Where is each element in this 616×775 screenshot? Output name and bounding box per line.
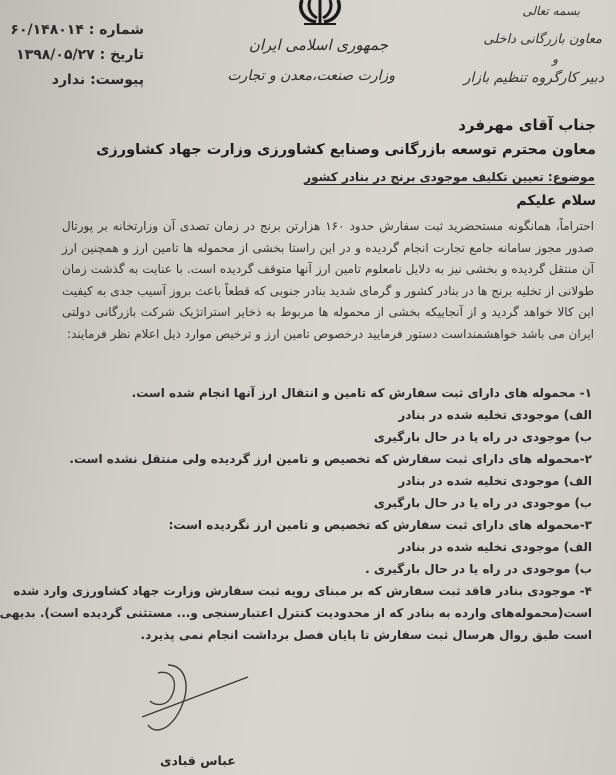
date-value: ۱۳۹۸/۰۵/۲۷ bbox=[16, 47, 95, 63]
body-paragraph: احتراماً، همانگونه مستحضرید ثبت سفارش حدود ۱۶۰ هزارتن برنج در زمان تصدی آن وزارتخانه بر پورتال صدور مجوز سامانه جامع تجارت انجام گردیده و در این راستا بخشی از محموله ها تامین ارز و همچنین ارز آن منتقل گردیده و بخشی نیز به دلایل نامعلوم تامین ارز آنها متوقف گردیده است. با عنایت به گذشت زمان طولانی از تخلیه برنج ها در بنادر کشور و گرمای شدید بنادر جنوبی که قطعاً باعث بروز آسیب جدی به کیفیت این کالا خواهد گردید و از آنجاییکه بخشی از محموله ها مربوط به ذخایر استراتژیک شرکت بازرگانی دولتی ایران می باشد خواهشمنداست دستور فرمایید درخصوص تامین ارز و ترخیص موارد ذیل اعلام نظر فرمایند: bbox=[62, 219, 594, 341]
handnote-line2: معاون بازرگانی داخلی bbox=[483, 32, 602, 47]
item-4-line3: است طبق روال هرسال ثبت سفارش تا پایان فصل برداشت انجام نمی پذیرد. bbox=[140, 628, 592, 642]
item-4-line2: است(محموله‌های وارده به بنادر که از محدودیت کنترل اعتبارسنجی و... مستثنی گردیده است). بدیهی bbox=[0, 606, 592, 620]
greeting: سلام علیکم bbox=[516, 193, 596, 209]
recipient-title: معاون محترم توسعه بازرگانی وصنایع کشاورزی وزارت جهاد کشاورزی bbox=[96, 142, 596, 158]
handnote-line1: بسمه تعالی bbox=[522, 4, 580, 18]
handnote-line3: و bbox=[552, 52, 558, 66]
date-label: تاریخ : bbox=[99, 47, 144, 63]
attachment-value: ندارد bbox=[51, 72, 86, 88]
handnote-line4: دبیر کارگروه تنظیم بازار bbox=[463, 70, 604, 86]
attachment-label: پیوست: bbox=[90, 72, 144, 88]
item-3-b: ب) موجودی در راه یا در حال بارگیری . bbox=[365, 562, 592, 576]
item-2-a: الف) موجودی تخلیه شده در بنادر bbox=[398, 474, 592, 488]
attachment-row bbox=[12, 68, 144, 93]
item-2-title: ۲-محموله های دارای ثبت سفارش که تخصیص و تامین ارز گردیده ولی منتقل نشده است. bbox=[69, 452, 592, 466]
signer-name: عباس قبادی bbox=[160, 753, 236, 768]
number-row bbox=[12, 18, 144, 43]
iran-emblem-icon bbox=[292, 0, 348, 28]
item-2-b: ب) موجودی در راه یا در حال بارگیری bbox=[373, 496, 592, 510]
letterhead-country: جمهوری اسلامی ایران bbox=[248, 36, 388, 54]
letterhead-ministry: وزارت صنعت،معدن و تجارت bbox=[227, 68, 395, 84]
item-1-b: ب) موجودی در راه یا در حال بارگیری bbox=[373, 430, 592, 444]
item-1-a: الف) موجودی تخلیه شده در بنادر bbox=[398, 408, 592, 422]
number-label: شماره : bbox=[88, 22, 144, 38]
number-value: ۶۰/۱۴۸۰۱۴ bbox=[10, 22, 84, 38]
date-row bbox=[12, 43, 144, 68]
letter-meta bbox=[12, 18, 144, 93]
item-1-title: ۱- محموله های دارای ثبت سفارش که تامین و انتقال ارز آنها انجام شده است. bbox=[131, 386, 592, 400]
item-3-title: ۳-محموله های دارای ثبت سفارش که تخصیص و تامین ارز نگردیده است: bbox=[168, 518, 592, 532]
letter-subject: موضوع: تعیین تکلیف موجودی برنج در بنادر کشور bbox=[304, 170, 595, 184]
recipient-name: جناب آقای مهرفرد bbox=[458, 116, 596, 134]
handwritten-signature-icon bbox=[140, 655, 260, 750]
item-3-a: الف) موجودی تخلیه شده در بنادر bbox=[398, 540, 592, 554]
item-4-line1: ۴- موجودی بنادر فاقد ثبت سفارش که بر مبنای رویه ثبت سفارش وزارت جهاد کشاورزی وارد شده bbox=[13, 584, 592, 598]
items-list bbox=[0, 382, 592, 646]
